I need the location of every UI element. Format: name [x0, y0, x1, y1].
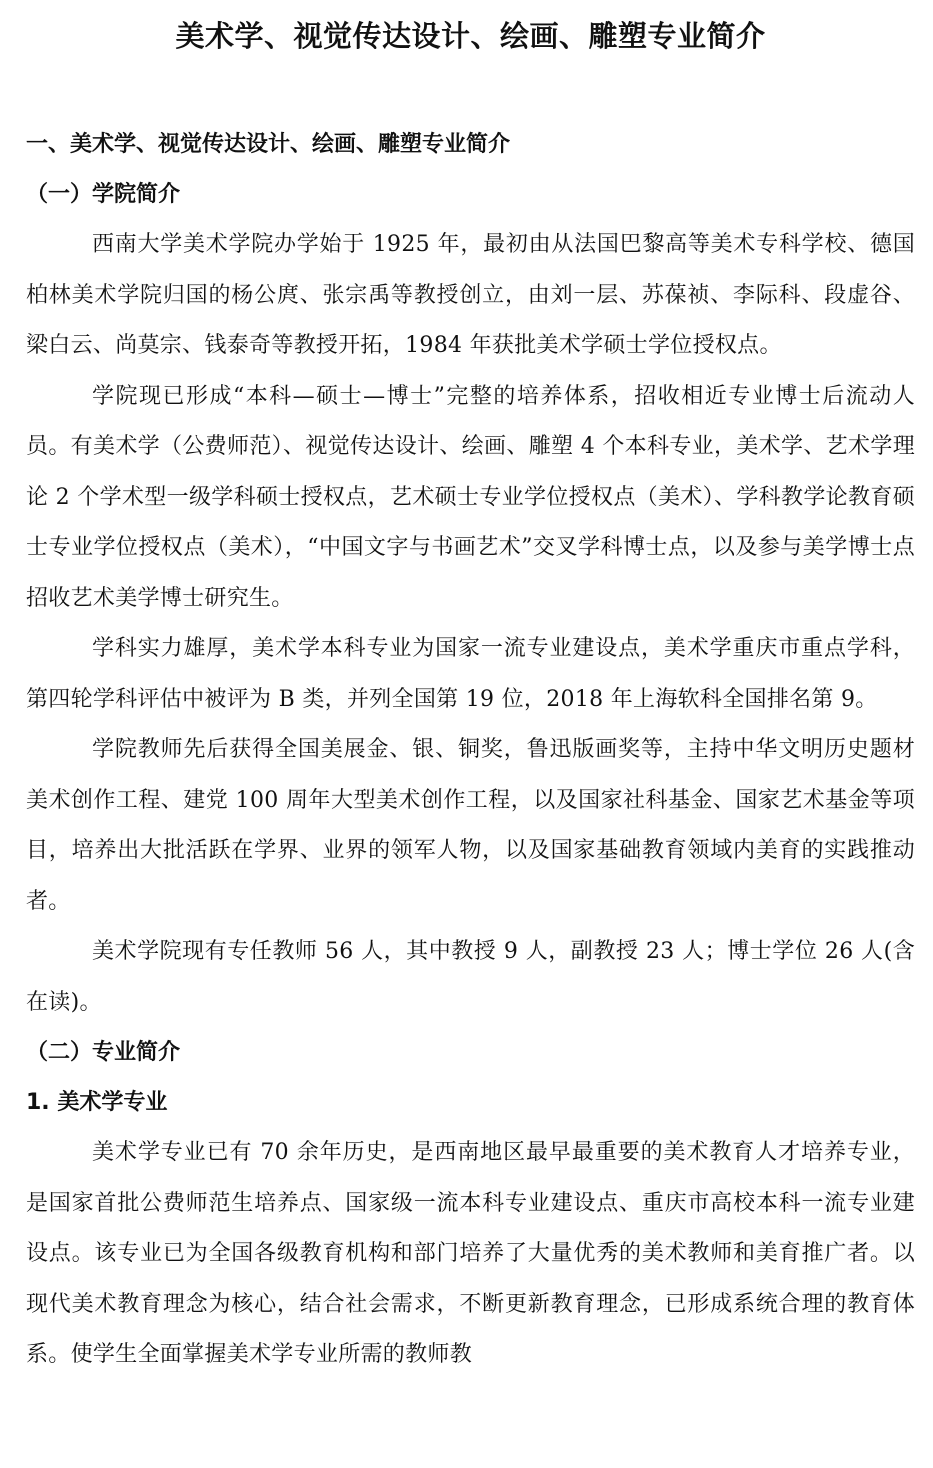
- major-paragraph-fine-arts: 美术学专业已有 70 余年历史，是西南地区最早最重要的美术教育人才培养专业，是国家首批公费师范生培养点、国家级一流本科专业建设点、重庆市高校本科一流专业建设点。该专业已为全国各级教育机构和部门培养了大量优秀的美术教师和美育推广者。以现代美术教育理念为核心，结合社会需求，不断更新教育理念，已形成系统合理的教育体系。使学生全面掌握美术学专业所需的教师教: [26, 1140, 915, 1367]
- college-paragraph-strength: 学科实力雄厚，美术学本科专业为国家一流专业建设点，美术学重庆市重点学科，第四轮学科评估中被评为 B 类，并列全国第 19 位，2018 年上海软科全国排名第 9。: [26, 636, 915, 712]
- document-title: 美术学、视觉传达设计、绘画、雕塑专业简介: [175, 19, 766, 53]
- college-paragraph-programs: 学院现已形成“本科—硕士—博士”完整的培养体系，招收相近专业博士后流动人员。有美术学（公费师范）、视觉传达设计、绘画、雕塑 4 个本科专业，美术学、艺术学理论 2 个学术型一级学科硕士授权点，艺术硕士专业学位授权点（美术）、学科教学论教育硕士专业学位授权点（美术），“中国文字与书画艺术”交叉学科博士点，以及参与美学博士点招收艺术美学博士研究生。: [26, 383, 915, 611]
- college-paragraph-history: 西南大学美术学院办学始于 1925 年，最初由从法国巴黎高等美术专科学校、德国柏林美术学院归国的杨公庹、张宗禹等教授创立，由刘一层、苏葆祯、李际科、段虚谷、梁白云、尚莫宗、钱泰奇等教授开拓，1984 年获批美术学硕士学位授权点。: [26, 232, 915, 358]
- subsection-heading-majors: （二）专业简介: [26, 1040, 181, 1065]
- college-paragraph-faculty: 美术学院现有专任教师 56 人，其中教授 9 人，副教授 23 人；博士学位 26 人(含在读)。: [26, 939, 915, 1015]
- major-heading-fine-arts: 1. 美术学专业: [26, 1090, 168, 1115]
- college-paragraph-achievements: 学院教师先后获得全国美展金、银、铜奖，鲁迅版画奖等，主持中华文明历史题材美术创作工程、建党 100 周年大型美术创作工程，以及国家社科基金、国家艺术基金等项目，培养出大批活跃在学界、业界的领军人物，以及国家基础教育领域内美育的实践推动者。: [26, 737, 915, 914]
- subsection-heading-college: （一）学院简介: [26, 182, 181, 207]
- section-heading: 一、美术学、视觉传达设计、绘画、雕塑专业简介: [26, 132, 511, 157]
